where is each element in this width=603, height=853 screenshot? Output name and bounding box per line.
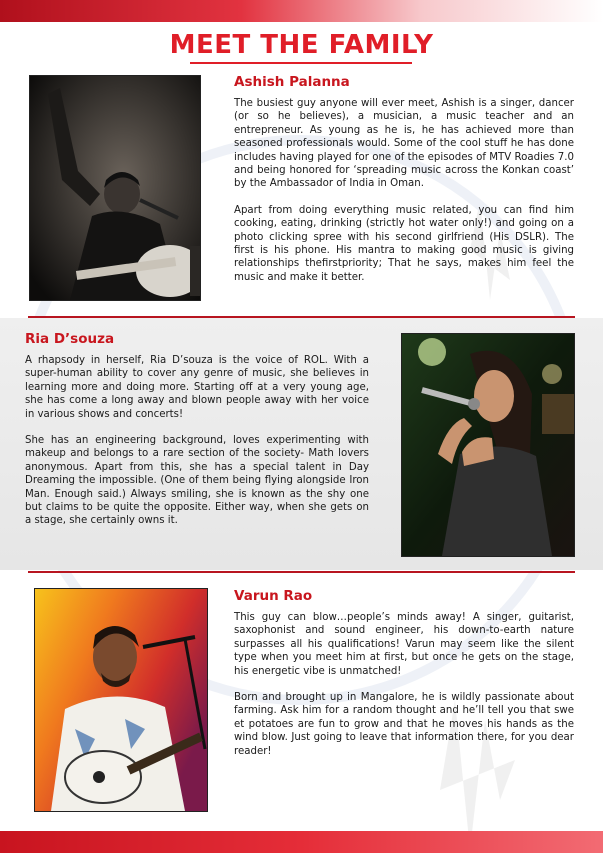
ashish-photo <box>29 75 201 301</box>
member-bio <box>234 97 574 297</box>
ria-photo <box>401 333 575 557</box>
section-divider <box>28 571 575 573</box>
page-title: MEET THE FAMILY <box>169 30 434 60</box>
member-name: Ashish Palanna <box>234 74 350 90</box>
title-underline <box>190 62 412 64</box>
bio-paragraph: This guy can blow…people’s minds away! A singer, guitarist, saxophonist and sound engineer, his down-to-earth nature surpasses all his qualifications! Varun may seem like the silent type when you meet him at first, but once he gets on the stage, his energetic vibe is unmatched! <box>234 612 574 677</box>
member-name: Varun Rao <box>234 588 313 604</box>
varun-photo <box>34 588 208 812</box>
member-bio <box>25 354 369 541</box>
bio-paragraph: She has an engineering background, loves experimenting with makeup and belongs to a rare section of the society- Math lovers anonymous. Apart from this, she has a special talent in Day Dreaming the impossible. (One of them being flying alongside Iron Man. Enough said.) Always smiling, she is known as the shy one but claims to be quite the opposite. Either way, when she gets on a stage, she certainly owns it. <box>25 435 369 527</box>
bio-paragraph: The busiest guy anyone will ever meet, Ashish is a singer, dancer (or so he believes), a musician, a music teacher and an entrepreneur. As young as he is, he has achieved more than seasoned professionals would. Some of the cool stuff he has done includes having played for one of the episodes of MTV Roadies 7.0 and being honored for ‘spreading music across the Konkan coast’ by the Ambassador of India in Oman. <box>234 98 574 190</box>
bottom-red-band <box>0 831 603 853</box>
bio-paragraph: Apart from doing everything music related, you can find him cooking, eating, drinking (strictly hot water only!) and going on a photo clicking spree with his second girlfriend (His DSLR). The first is his phone. His mantra to making good music is giving relationships thefirstpriority; That he says, makes him feel the music and make it better. <box>234 204 574 283</box>
bio-paragraph: A rhapsody in herself, Ria D’souza is the voice of ROL. With a super-human ability to cover any genre of music, she believes in learning more and doing more. Starting off at a very young age, she has come a long away and blown people away with her voice in various shows and concerts! <box>25 355 369 420</box>
member-bio <box>234 611 574 771</box>
member-name: Ria D’souza <box>25 331 115 347</box>
top-red-band <box>0 0 603 22</box>
bio-paragraph: Born and brought up in Mangalore, he is wildly passionate about farming. Ask him for a random thought and he’ll tell you that swe et potatoes are fun to grow and that he moves his hands as the wind blow. Just going to leave that information there, for you dear reader! <box>234 692 574 757</box>
